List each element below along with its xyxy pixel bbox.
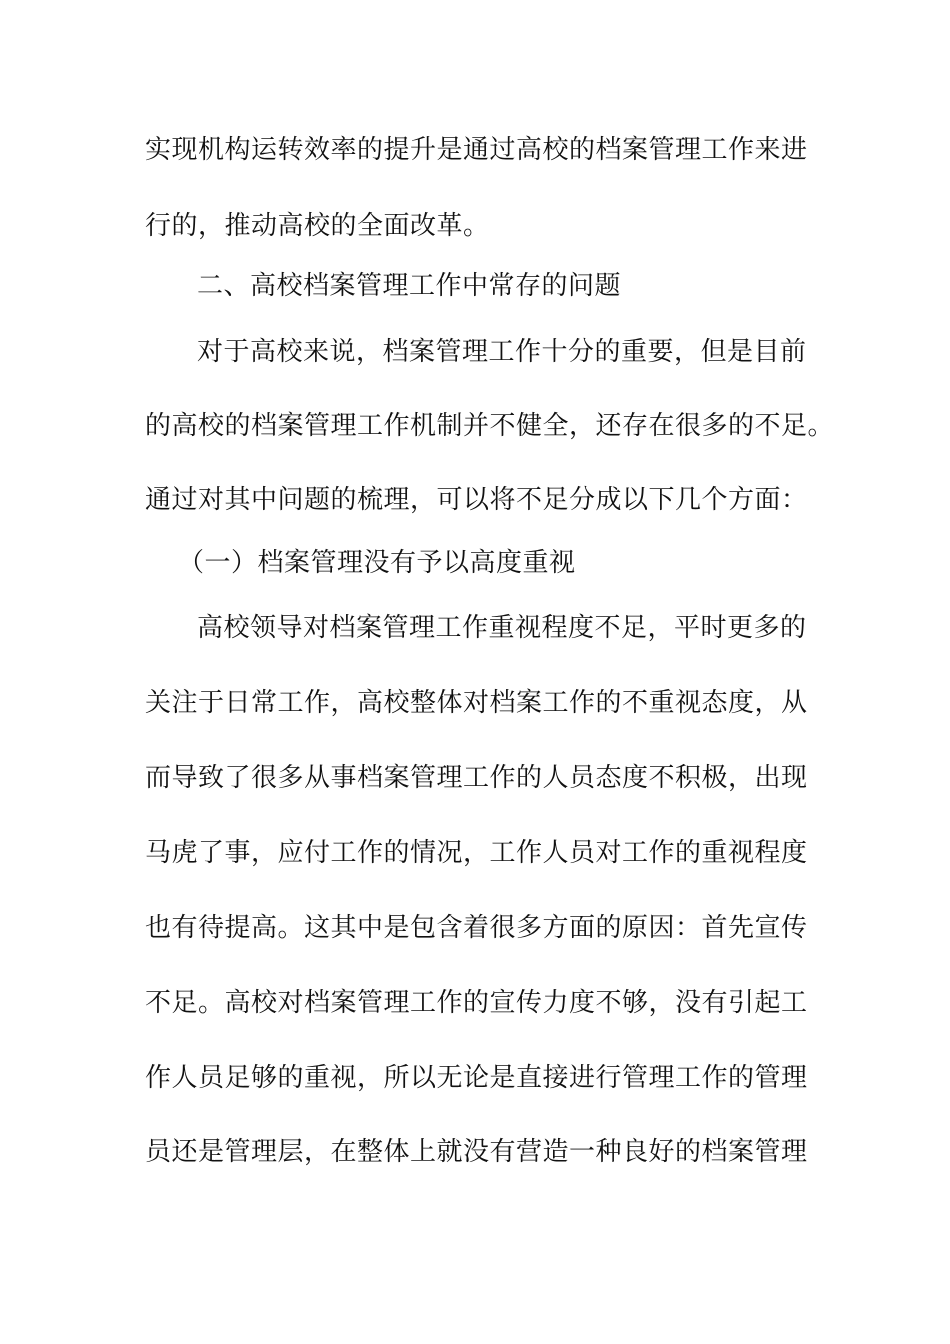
subsection-heading: （一）档案管理没有予以高度重视 (178, 548, 576, 578)
body-text-line: 马虎了事，应付工作的情况，工作人员对工作的重视程度 (145, 838, 808, 868)
paragraph-first-line: 对于高校来说，档案管理工作十分的重要，但是目前 (197, 337, 807, 367)
body-text-line: 通过对其中问题的梳理，可以将不足分成以下几个方面： (145, 485, 808, 515)
body-text-line: 作人员足够的重视，所以无论是直接进行管理工作的管理 (145, 1063, 808, 1093)
body-text-line: 实现机构运转效率的提升是通过高校的档案管理工作来进 (145, 135, 808, 165)
body-text-line: 关注于日常工作，高校整体对档案工作的不重视态度，从 (145, 688, 808, 718)
body-text-line: 也有待提高。这其中是包含着很多方面的原因：首先宣传 (145, 913, 808, 943)
paragraph-first-line: 高校领导对档案管理工作重视程度不足，平时更多的 (197, 613, 807, 643)
body-text-line: 行的，推动高校的全面改革。 (145, 211, 490, 241)
body-text-line: 而导致了很多从事档案管理工作的人员态度不积极，出现 (145, 763, 808, 793)
body-text-line: 不足。高校对档案管理工作的宣传力度不够，没有引起工 (145, 988, 808, 1018)
body-text-line: 员还是管理层，在整体上就没有营造一种良好的档案管理 (145, 1137, 808, 1167)
body-text-line: 的高校的档案管理工作机制并不健全，还存在很多的不足。 (145, 411, 835, 441)
section-heading: 二、高校档案管理工作中常存的问题 (197, 271, 622, 301)
